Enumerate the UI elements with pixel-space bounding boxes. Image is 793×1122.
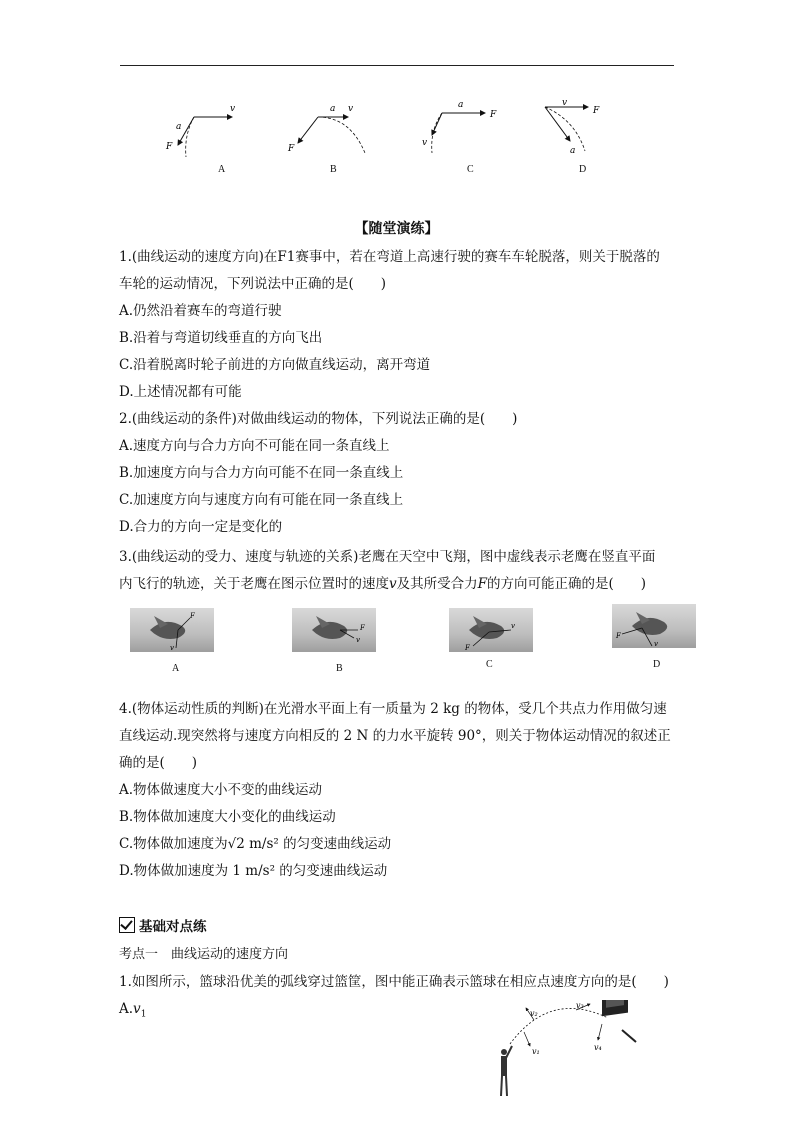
svg-text:F: F bbox=[360, 624, 365, 632]
svg-text:a: a bbox=[570, 146, 576, 156]
diagram-c bbox=[422, 100, 497, 153]
q3-stem-line1: 3.(曲线运动的受力、速度与轨迹的关系)老鹰在天空中飞翔，图中虚线表示老鹰在竖直平面 bbox=[119, 549, 656, 565]
svg-text:a: a bbox=[330, 104, 336, 114]
svg-text:v: v bbox=[511, 622, 515, 630]
svg-text:F: F bbox=[166, 142, 173, 152]
q2-option-b: B.加速度方向与合力方向可能不在同一条直线上 bbox=[119, 465, 404, 481]
svg-text:F: F bbox=[465, 644, 470, 652]
diagram-d bbox=[545, 98, 600, 156]
svg-text:F: F bbox=[616, 632, 621, 640]
diagram-d-caption: D bbox=[579, 164, 587, 175]
diagram-b bbox=[287, 104, 365, 154]
svg-text:v: v bbox=[562, 98, 568, 108]
basketball-figure bbox=[490, 1000, 650, 1100]
sqrt-two: √2 bbox=[227, 836, 245, 852]
section-title: 【随堂演练】 bbox=[354, 221, 439, 237]
eagle-caption-c: C bbox=[486, 659, 493, 670]
svg-text:F: F bbox=[593, 106, 600, 116]
q2-option-d: D.合力的方向一定是变化的 bbox=[119, 519, 283, 535]
basic-section-title: 基础对点练 bbox=[139, 919, 207, 935]
q4-option-c: C.物体做加速度为√2 m/s² 的匀变速曲线运动 bbox=[119, 836, 392, 852]
q2-option-a: A.速度方向与合力方向不可能在同一条直线上 bbox=[119, 438, 390, 454]
q2-option-c: C.加速度方向与速度方向有可能在同一条直线上 bbox=[119, 492, 404, 508]
diagram-b-caption: B bbox=[330, 164, 337, 175]
svg-text:v: v bbox=[422, 138, 428, 148]
q4-stem-line2: 直线运动.现突然将与速度方向相反的 2 N 的力水平旋转 90°，则关于物体运动情况的叙述正 bbox=[119, 728, 671, 744]
diagram-a-caption: A bbox=[218, 164, 226, 175]
svg-text:v₄: v₄ bbox=[594, 1043, 602, 1052]
diagram-c-caption: C bbox=[467, 164, 474, 175]
basket-q1-option-a: $A.v_1$ bbox=[119, 1001, 147, 1020]
svg-text:v: v bbox=[230, 104, 236, 114]
q3-var-f: F bbox=[477, 576, 488, 592]
svg-text:v: v bbox=[654, 640, 658, 648]
svg-text:F: F bbox=[490, 110, 497, 120]
eagle-image-d bbox=[612, 604, 696, 648]
basket-q1-stem: 1.如图所示，篮球沿优美的弧线穿过篮筐，图中能正确表示篮球在相应点速度方向的是( ) bbox=[119, 974, 669, 990]
basic-section-header bbox=[119, 915, 207, 935]
svg-text:F: F bbox=[288, 144, 295, 154]
q4-stem-line1: 4.(物体运动性质的判断)在光滑水平面上有一质量为 2 kg 的物体，受几个共点力作用做匀速 bbox=[119, 701, 667, 717]
q2-stem: 2.(曲线运动的条件)对做曲线运动的物体，下列说法正确的是( ) bbox=[119, 411, 518, 427]
svg-text:a: a bbox=[176, 122, 182, 132]
svg-text:v: v bbox=[348, 104, 354, 114]
q1-stem-line1: 1.(曲线运动的速度方向)在F1赛事中，若在弯道上高速行驶的赛车车轮脱落，则关于脱落的 bbox=[119, 249, 660, 265]
svg-text:v₂: v₂ bbox=[530, 1009, 538, 1018]
q1-option-d: D.上述情况都有可能 bbox=[119, 384, 242, 400]
eagle-caption-a: A bbox=[172, 663, 180, 674]
eagle-image-b bbox=[292, 608, 376, 652]
svg-text:v₃: v₃ bbox=[576, 1001, 584, 1010]
q1-stem-line2: 车轮的运动情况，下列说法中正确的是( ) bbox=[119, 276, 387, 292]
q1-option-a: A.仍然沿着赛车的弯道行驶 bbox=[119, 303, 282, 319]
eagle-caption-b: B bbox=[336, 663, 343, 674]
q4-stem-line3: 确的是( ) bbox=[119, 755, 198, 771]
eagle-image-a bbox=[130, 608, 214, 652]
svg-text:v: v bbox=[356, 636, 360, 644]
svg-text:v₁: v₁ bbox=[532, 1047, 540, 1056]
eagle-caption-d: D bbox=[653, 659, 661, 670]
kaodian-heading: 考点一 曲线运动的速度方向 bbox=[119, 947, 289, 962]
svg-text:v: v bbox=[170, 644, 174, 652]
q4-option-a: A.物体做速度大小不变的曲线运动 bbox=[119, 782, 323, 798]
header-rule bbox=[120, 65, 674, 66]
q4-option-b: B.物体做加速度大小变化的曲线运动 bbox=[119, 809, 336, 825]
svg-text:a: a bbox=[458, 100, 464, 110]
eagle-image-c bbox=[449, 608, 533, 652]
q1-option-b: B.沿着与弯道切线垂直的方向飞出 bbox=[119, 330, 323, 346]
q3-var-v: v bbox=[389, 576, 397, 592]
checkbox-icon bbox=[119, 917, 135, 933]
diagram-a bbox=[165, 104, 235, 157]
q4-option-d: D.物体做加速度为 1 m/s² 的匀变速曲线运动 bbox=[119, 863, 388, 879]
svg-text:F: F bbox=[190, 612, 195, 620]
q1-option-c: C.沿着脱离时轮子前进的方向做直线运动，离开弯道 bbox=[119, 357, 431, 373]
q3-stem-line2: 内飞行的轨迹，关于老鹰在图示位置时的速度v及其所受合力F的方向可能正确的是( ) bbox=[119, 576, 647, 592]
